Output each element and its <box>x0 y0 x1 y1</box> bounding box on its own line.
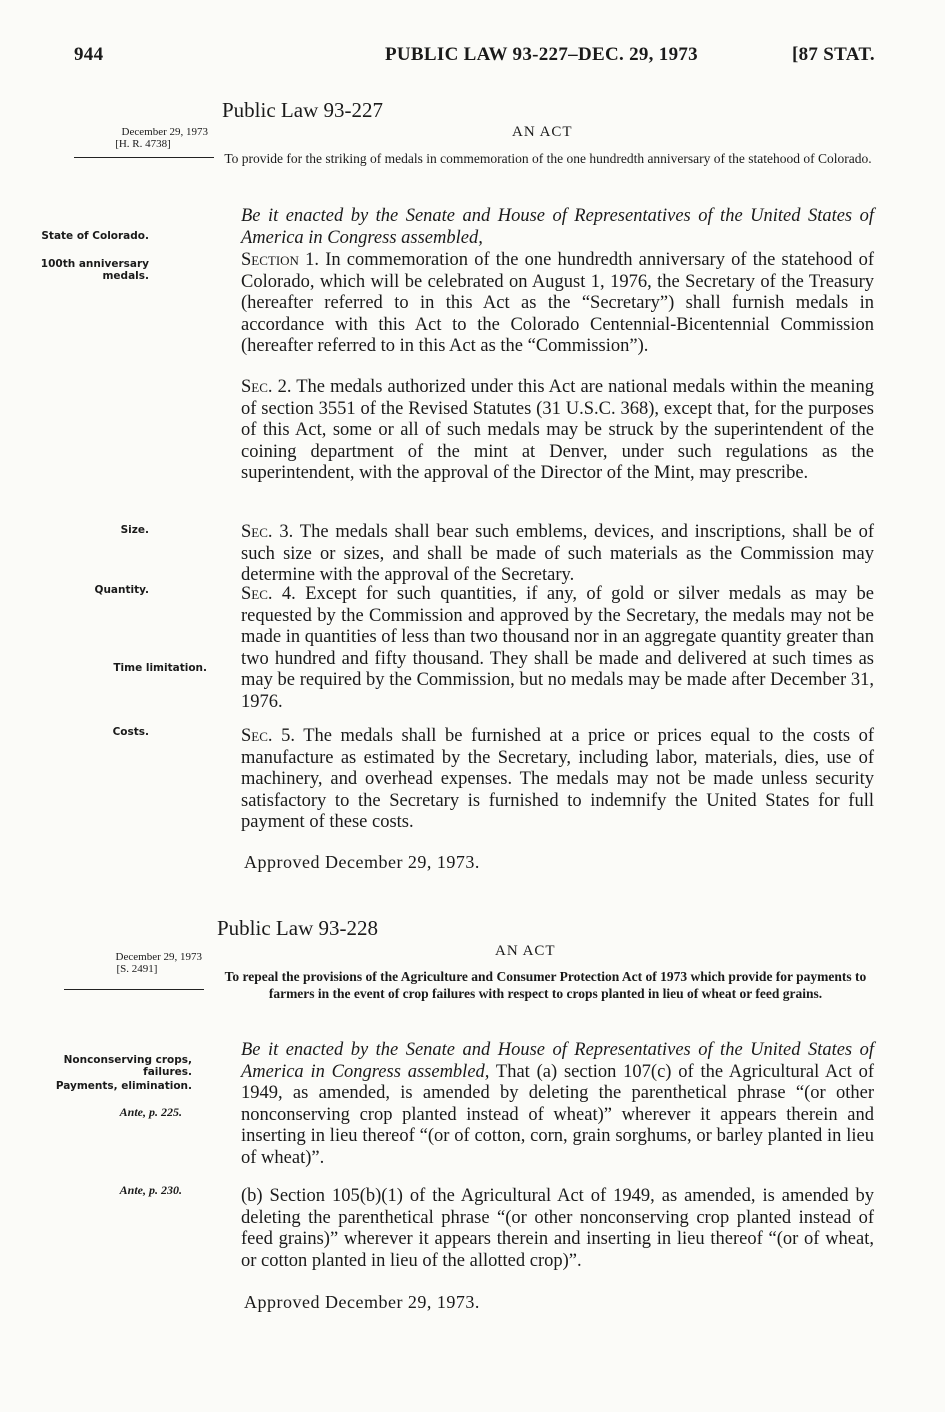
bill-number: [S. 2491] <box>116 963 158 975</box>
an-act-heading: AN ACT <box>512 124 573 140</box>
enactment-date: December 29, 1973 <box>121 126 208 138</box>
law2-paragraph-b: (b) Section 105(b)(1) of the Agricultural Act of 1949, as amended, is amended by deleting the parenthetical phrase “(or other nonconserving crop planted instead of feed grains)” wherever it appears therein and inserting in lieu thereof “(or of wheat, or cotton planted in lieu of the allotted crop)”. <box>241 1186 874 1271</box>
an-act-heading: AN ACT <box>495 943 556 959</box>
law-date <box>68 126 208 150</box>
section-1 <box>217 250 874 358</box>
margin-note-medals: 100th anniversary medals. <box>40 258 149 282</box>
law-date <box>62 951 202 975</box>
section-5 <box>217 726 874 834</box>
section-text: The medals authorized under this Act are national medals within the meaning of section 3551 of the Revised Statutes (31 U.S.C. 368), except that, for the purposes of this Act, some or all of such medals may be struck by the superintendent of the coining department of the mint at Denver, under such regulations as the superintendent, with the approval of the Director of the Mint, may prescribe. <box>241 377 874 483</box>
section-text: The medals shall be furnished at a price or prices equal to the costs of manufacture as estimated by the Secretary, including labor, materials, dies, use of machinery, and overhead expenses. The medals may not be made unless security satisfactory to the Secretary is furnished to indemnify the United States for full payment of these costs. <box>241 726 875 832</box>
approval-line: Approved December 29, 1973. <box>244 1292 480 1312</box>
divider-rule <box>64 989 204 990</box>
margin-note-quantity: Quantity. <box>94 584 149 596</box>
section-text: Except for such quantities, if any, of gold or silver medals as may be requested by the Commission and approved by the Secretary, the medals may not be made in quantities of less than two thousand nor in an aggregate quantity greater than two hundred and fifty thousand. They shall be made and delivered at such times as may be required by the Commission, but no medals may be made after December 31, 1976. <box>241 584 874 712</box>
running-title: PUBLIC LAW 93-227–DEC. 29, 1973 <box>385 44 698 65</box>
enacting-clause: Be it enacted by the Senate and House of Representatives of the United States of America in Congress assembled, <box>241 206 874 248</box>
page-number: 944 <box>74 44 104 65</box>
margin-note-costs: Costs. <box>112 726 149 738</box>
approval-line: Approved December 29, 1973. <box>244 852 480 872</box>
section-label: Sec. 5. <box>241 726 295 746</box>
section-label: Sec. 4. <box>241 584 296 604</box>
volume-reference: [87 STAT. <box>792 44 875 65</box>
section-label: Sec. 2. <box>241 377 292 397</box>
section-text: The medals shall bear such emblems, devices, and inscriptions, shall be of such size or sizes, and shall be made of such materials as the Commission may determine with the approval of the Secretary. <box>241 522 875 585</box>
enacting-clause: Be it enacted by the Senate and House of Representatives of the United States of America in Congress assembled, <box>241 1040 874 1082</box>
section-4 <box>217 584 874 713</box>
act-purpose: To repeal the provisions of the Agriculture and Consumer Protection Act of 1973 which provide for payments to farmers in the event of crop failures with respect to crops planted in lieu of wheat or feed grains. <box>224 969 867 1001</box>
margin-note-crops: Nonconserving crops, failures. <box>63 1054 192 1078</box>
law-title: Public Law 93-227 <box>222 98 383 122</box>
margin-note-time: Time limitation. <box>113 662 207 674</box>
section-text: In commemoration of the one hundredth anniversary of the statehood of Colorado, which will be celebrated on August 1, 1976, the Secretary of the Treasury (hereafter referred to in this Act as the “Secretary”) shall furnish medals in accordance with this Act to the Colorado Centennial-Bicentennial Commission (hereafter referred to in this Act as the “Commission”). <box>241 250 875 356</box>
bill-number: [H. R. 4738] <box>115 138 171 150</box>
law-title: Public Law 93-228 <box>217 916 378 940</box>
margin-note-payments: Payments, elimination. <box>55 1080 192 1092</box>
enactment-date: December 29, 1973 <box>115 951 202 963</box>
section-label: Sec. 3. <box>241 522 294 542</box>
margin-note-ante-230: Ante, p. 230. <box>119 1183 182 1197</box>
margin-note-state: State of Colorado. <box>41 230 149 242</box>
section-2 <box>217 377 874 485</box>
section-3 <box>217 522 874 587</box>
divider-rule <box>74 157 214 158</box>
margin-note-size: Size. <box>120 524 149 536</box>
margin-note-ante-225: Ante, p. 225. <box>119 1105 182 1119</box>
law2-paragraph-a <box>217 1040 874 1169</box>
section-label: Section 1. <box>241 250 320 270</box>
section-text: That (a) section 107(c) of the Agricultural Act of 1949, as amended, is amended by deleting the parenthetical phrase “(or other nonconserving crop planted instead of wheat)” wherever it appears therein and inserting in lieu thereof “(or of cotton, corn, grain sorghums, or barley planted in lieu of wheat)”. <box>241 1061 874 1168</box>
act-purpose: To provide for the striking of medals in commemoration of the one hundredth anniversary of the statehood of Colorado. <box>224 151 872 166</box>
